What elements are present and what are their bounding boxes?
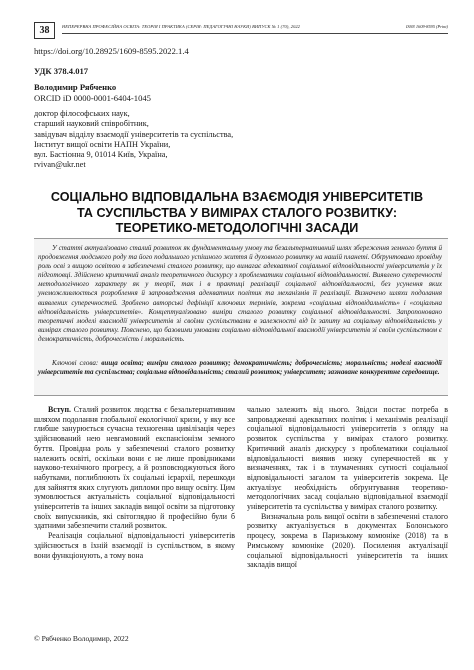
page-header <box>34 22 448 40</box>
author-orcid: ORCID iD 0000-0001-6404-1045 <box>34 93 151 103</box>
journal-title: НЕПЕРЕРВНА ПРОФЕСІЙНА ОСВІТА: ТЕОРІЯ І ПРАКТИКА (СЕРІЯ: ПЕДАГОГІЧНІ НАУКИ) ВИПУСК № 1 (70), 2022 <box>62 24 300 29</box>
author-name: Володимир Рябченко <box>34 82 117 92</box>
keywords <box>38 359 442 377</box>
copyright-footer: © Рябченко Володимир, 2022 <box>34 634 129 643</box>
doi-link[interactable]: https://doi.org/10.28925/1609-8595.2022.1.4 <box>34 46 189 56</box>
affiliation-line: доктор філософських наук, <box>34 109 130 118</box>
udk-code: УДК 378.4.017 <box>34 66 89 76</box>
body-paragraph: Реалізація соціальної відповідальності університетів здійснюється в їхній взаємодії із суспільством, в якому вони функціонують, а тому вона <box>34 531 235 560</box>
abstract-panel <box>34 238 448 396</box>
keywords-label: Ключові слова: <box>52 359 99 367</box>
body-paragraph <box>34 405 235 531</box>
section-lead: Вступ. <box>48 405 72 414</box>
author-email[interactable]: rvivan@ukr.net <box>34 160 86 170</box>
issn-label: ISSN 1609-8595 (Print) <box>406 24 448 29</box>
keywords-text: вища освіта; виміри сталого розвитку; демократичність; доброчесність; моральність; моделі взаємодії університетів та суспільства; соціальна відповідальність; сталий розвиток; університет; зазнаване конкурентне середовище. <box>38 359 442 377</box>
body-paragraph: чально залежить від нього. Звідси постає потреба в запровадженні адекватних політик і механізмів реалізації соціальної відповідальності університетів з огляду на розвиток суспільства у вимірах сталого розвитку. Критичний аналіз дискурсу з проблематики соціальної відповідальності виявив низку суперечностей як у визначеннях, так і в тлумаченнях сутності соціальної відповідальності загалом та університетів зокрема. Це актуалізує необхідність обґрунтування теоретико-методологічних засад соціально відповідальної взаємодії університетів та суспільства у вимірах сталого розвитку. <box>247 405 448 512</box>
body-column-right <box>247 405 448 570</box>
affiliation-line: старший науковий співробітник, <box>34 119 149 129</box>
body-column-left <box>34 405 235 560</box>
affiliation-line: Інститут вищої освіти НАПН України, <box>34 139 171 149</box>
affiliation-line: завідувач відділу взаємодії університетів та суспільства, <box>34 129 234 139</box>
body-paragraph: Визначальна роль вищої освіти в забезпеченні сталого розвитку актуалізується в документах Болонського процесу, зокрема в Паризькому комюніке (2018) та в Римському комюніке (2020). Посилення актуалізації соціальної відповідальності університетів та інших закладів вищої <box>247 511 448 570</box>
paragraph-text: Сталий розвиток людства є безальтернативним шляхом подолання глобальної екологічної кризи, у яку все глибше занурюється сучасна техногенна цивілізація через здійснюваний нею невгамовний експансіонізм земного буття. Провідна роль у забезпеченні сталого розвитку належить освіті, оскільки вони є не лише провідниками науково-технічного прогресу, а й розповсюджуються його набутками, поглиблюють їх соціальні ієрархії, перешкоди для зайняття яких слугують дипломи про вищу освіту. Цим зумовлюється актуальність соціальної відповідальності університетів та інших закладів вищої освіти за підготовку своїх випускників, які світоглядно й професійно були б здатними забезпечити сталий розвиток. <box>34 405 235 531</box>
author-affiliation <box>34 109 233 171</box>
affiliation-line: вул. Бастіонна 9, 01014 Київ, Україна, <box>34 150 168 160</box>
page-number: 38 <box>34 22 55 39</box>
article-title: СОЦІАЛЬНО ВІДПОВІДАЛЬНА ВЗАЄМОДІЯ УНІВЕРСИТЕТІВ ТА СУСПІЛЬСТВА У ВИМІРАХ СТАЛОГО РОЗВИТКУ: ТЕОРЕТИКО-МЕТОДОЛОГІЧНІ ЗАСАДИ <box>50 190 424 235</box>
abstract-text: У статті актуалізовано сталий розвиток як фундаментальну умову та безальтернативний шлях збереження земного буття й продовження людського роду та його подальшого успішного життя й духовного розвитку на нашій планеті. Обґрунтовано провідну роль осві з вищою освітою в забезпеченні сталого розвитку, що вимагає адекватної соціальної відповідальності університетів у їх підготовці. Здійснено критичний аналіз теоретичного дискурсу з проблематики соціальної відповідальності. Виявлено суперечності методологічного характеру як у теорії, так і в практиці реалізації соціальної відповідальності, без усунення яких унеможливлюється розроблення й запровадження адекватних політик та механізмів її реалізації. Визначено шляхи подолання виявлених суперечностей. Зроблено авторські дефініції ключових термінів, зокрема «соціальна відповідальність» і «соціальна відповідальність університетів». Концептуалізовано виміри сталого розвитку соціальної відповідальності. Запропоновано теоретичні моделі взаємодії університетів зі своїми суспільствами в залежності від їх запиту на соціальну відповідальність у вимірах сталого розвитку. Пояснено, що базовими умовами соціально відповідальної взаємодії університетів зі своїм суспільством є демократичність, доброчесність і моральність. <box>38 244 442 343</box>
header-divider <box>62 33 448 34</box>
